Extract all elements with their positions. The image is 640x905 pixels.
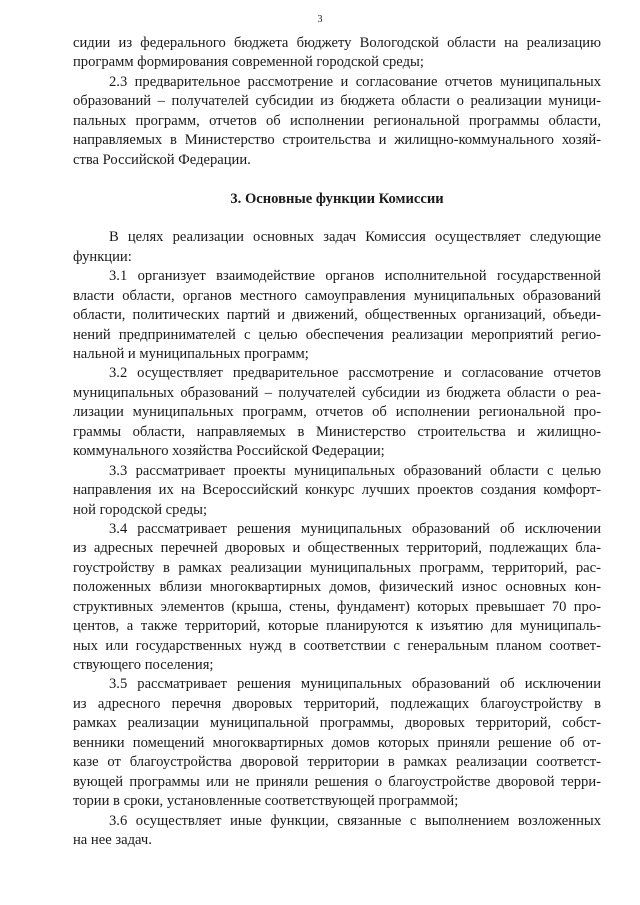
- text-line: казе от благоустройства дворовой территории в рамках реализации соответст-: [73, 754, 601, 771]
- spacer: [73, 170, 601, 189]
- text-line: функции:: [73, 248, 132, 265]
- text-line: ствующего поселения;: [73, 657, 214, 673]
- text-line: направления их на Всероссийский конкурс лучших проектов создания комфорт-: [73, 482, 601, 499]
- paragraph-3-6: [73, 812, 601, 851]
- text-line: тории в сроки, установленные соответствующей программой;: [73, 793, 459, 810]
- text-line: лизации муниципальных программ, отчетов об исполнении региональной про-: [73, 404, 601, 421]
- text-line: образований – получателей субсидии из бюджета области о реализации муници-: [73, 93, 601, 110]
- text-line: из адресных перечней дворовых и общественных территорий, подлежащих бла-: [73, 540, 601, 557]
- text-line: ства Российской Федерации.: [73, 151, 251, 168]
- paragraph-3-5: [73, 675, 601, 811]
- text-line: ных или государственных нужд в соответствии с генеральным планом соответ-: [73, 637, 601, 654]
- text-line: коммунального хозяйства Российской Федерации;: [73, 443, 385, 460]
- text-line: вующей программы или не приняли решения о благоустройстве дворовой терри-: [73, 773, 601, 790]
- text-line: направляемых в Министерство строительства и жилищно-коммунального хозяй-: [73, 132, 601, 149]
- text-line: гоустройству в рамках реализации муниципальных программ, территорий, рас-: [73, 559, 601, 576]
- text-line: 2.3 предварительное рассмотрение и согласование отчетов муниципальных: [109, 73, 601, 90]
- text-line: на нее задач.: [73, 831, 152, 848]
- text-line: венники помещений многоквартирных домов которых приняли решение об от-: [73, 734, 601, 751]
- text-line: положенных вблизи многоквартирных домов, физический износ основных кон-: [73, 579, 601, 596]
- text-line: из адресного перечня дворовых территорий, подлежащих благоустройству в: [73, 695, 601, 712]
- text-line: центов, а также территорий, которые планируются к изъятию для муниципаль-: [73, 618, 601, 635]
- text-line: 3.3 рассматривает проекты муниципальных образований области с целью: [109, 462, 601, 479]
- text-line: структивных элементов (крыша, стены, фундамент) которых превышает 70 про-: [73, 598, 601, 615]
- paragraph-2-3: [73, 73, 601, 170]
- text-line: муниципальных образований – получателей субсидии из бюджета области о реа-: [73, 384, 601, 401]
- text-line: 3.1 организует взаимодействие органов исполнительной государственной: [109, 268, 601, 285]
- paragraph-3-3: [73, 462, 601, 520]
- document-body: [73, 34, 601, 850]
- text-line: нений предпринимателей с целью обеспечения реализации мероприятий регио-: [73, 326, 601, 343]
- text-line: сидии из федерального бюджета бюджету Вологодской области на реализацию: [73, 35, 601, 51]
- text-line: 3.6 осуществляет иные функции, связанные с выполнением возложенных: [109, 812, 601, 829]
- paragraph-3-4: [73, 520, 601, 676]
- text-line: ной городской среды;: [73, 501, 208, 518]
- paragraph-3-2: [73, 364, 601, 461]
- page-number: 3: [317, 14, 323, 25]
- text-line: программ формирования современной городской среды;: [73, 54, 424, 71]
- text-line: области, политических партий и движений, общественных организаций, объеди-: [73, 307, 601, 324]
- spacer: [73, 209, 601, 228]
- paragraph-3-1: [73, 267, 601, 364]
- text-line: 3.2 осуществляет предварительное рассмотрение и согласование отчетов: [109, 365, 601, 382]
- text-line: 3.4 рассматривает решения муниципальных образований об исключении: [109, 520, 601, 537]
- text-line: пальных программ, отчетов об исполнении региональной программы области,: [73, 112, 601, 129]
- text-line: граммы области, направляемых в Министерство строительства и жилищно-: [73, 423, 601, 440]
- text-line: В целях реализации основных задач Комиссия осуществляет следующие: [109, 229, 601, 246]
- text-line: рамках реализации муниципальной программы, дворовых территорий, собст-: [73, 715, 601, 732]
- text-line: нальной и муниципальных программ;: [73, 346, 309, 362]
- paragraph-intro-continuation: [73, 34, 601, 73]
- section-heading: 3. Основные функции Комиссии: [230, 190, 444, 207]
- paragraph-lead: [73, 228, 601, 267]
- text-line: власти области, органов местного самоуправления муниципальных образований: [73, 287, 601, 304]
- text-line: 3.5 рассматривает решения муниципальных образований об исключении: [109, 676, 601, 693]
